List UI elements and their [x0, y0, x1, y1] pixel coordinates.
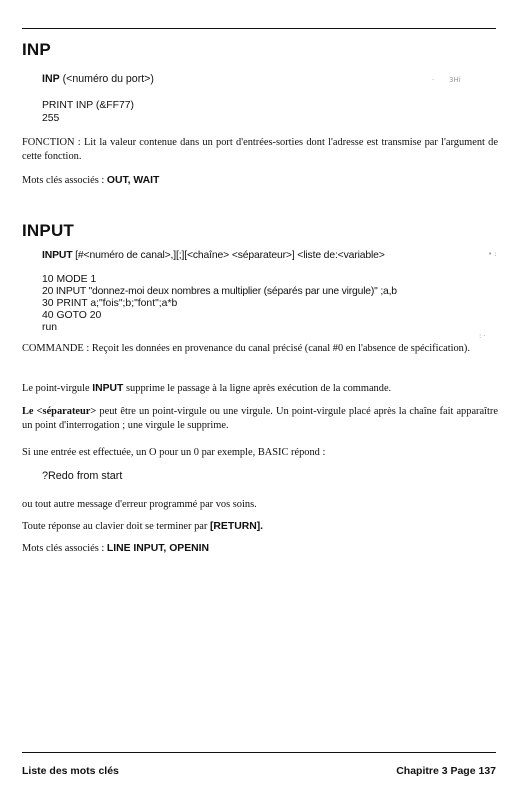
- input-pv-keyword: INPUT: [92, 383, 124, 394]
- scan-speck: ·: [432, 76, 435, 84]
- input-syntax: [42, 249, 385, 262]
- inp-mots-value: OUT, WAIT: [106, 175, 160, 186]
- input-code-line-4: 40 GOTO 20: [42, 310, 102, 321]
- footer-rule: [22, 752, 496, 753]
- inp-example-line-2: 255: [42, 113, 60, 124]
- inp-mots-label: Mots clés associés :: [22, 175, 107, 186]
- scan-speck: 3Hi: [449, 76, 461, 84]
- top-rule: [22, 28, 496, 29]
- input-reponse-keyword: [RETURN].: [209, 521, 264, 532]
- input-pv-text-2: supprime le passage à la ligne après exécution de la commande.: [123, 383, 392, 394]
- input-code-line-2: 20 INPUT "donnez-moi deux nombres a multiplier (séparés par une virgule)" ;a,b: [42, 286, 397, 297]
- input-code-line-5: run: [42, 322, 58, 333]
- inp-fonction-text: Lit la valeur contenue dans un port d'entrées-sorties dont l'adresse est transmise par l'argument de cette fonction.: [22, 137, 498, 162]
- footer-section-title: Liste des mots clés: [22, 765, 119, 777]
- inp-heading: INP: [22, 40, 51, 59]
- input-mots-value: LINE INPUT, OPENIN: [106, 543, 210, 554]
- input-reponse-text: Toute réponse au clavier doit se terminer par: [22, 521, 210, 532]
- inp-mots-cles: [22, 174, 159, 187]
- inp-syntax: [42, 73, 154, 86]
- input-code-line-3: 30 PRINT a;"fois";b;"font";a*b: [42, 298, 178, 309]
- scan-speck: : ·: [479, 332, 486, 340]
- input-heading: INPUT: [22, 221, 74, 240]
- input-redo-message: ?Redo from start: [42, 470, 123, 482]
- input-separateur-keyword: Le <séparateur>: [22, 406, 97, 417]
- input-point-virgule-paragraph: [22, 382, 391, 395]
- scan-speck: • :: [488, 250, 497, 258]
- input-commande-text: Reçoit les données en provenance du canal précisé (canal #0 en l'absence de spécification).: [89, 343, 470, 354]
- footer-page-number: Chapitre 3 Page 137: [396, 765, 496, 777]
- input-syntax-args: [#<numéro de canal>,][;][<chaîne> <séparateur>] <liste de:<variable>: [72, 250, 385, 261]
- input-mots-label: Mots clés associés :: [22, 543, 107, 554]
- input-separateur-paragraph: [22, 405, 498, 433]
- input-code-line-1: 10 MODE 1: [42, 274, 97, 285]
- input-separateur-text: peut être un point-virgule ou une virgule. Un point-virgule placé après la chaîne fait apparaître un point d'interrogation ; une virgule le supprime.: [22, 406, 498, 431]
- input-autre-paragraph: ou tout autre message d'erreur programmé par vos soins.: [22, 499, 257, 510]
- inp-syntax-keyword: INP: [42, 73, 60, 85]
- input-mots-cles: [22, 542, 209, 555]
- input-pv-text-1: Le point-virgule: [22, 383, 93, 394]
- input-commande-paragraph: [22, 342, 498, 356]
- input-syntax-keyword: INPUT: [42, 250, 73, 261]
- input-erreur-paragraph: Si une entrée est effectuée, un O pour un 0 par exemple, BASIC répond :: [22, 447, 326, 458]
- inp-example-line-1: PRINT INP (&FF77): [42, 100, 134, 111]
- inp-fonction-paragraph: [22, 136, 498, 164]
- inp-fonction-label: FONCTION :: [22, 137, 81, 148]
- input-commande-label: COMMANDE :: [22, 343, 90, 354]
- inp-syntax-args: (<numéro du port>): [59, 73, 154, 85]
- input-reponse-paragraph: [22, 520, 263, 533]
